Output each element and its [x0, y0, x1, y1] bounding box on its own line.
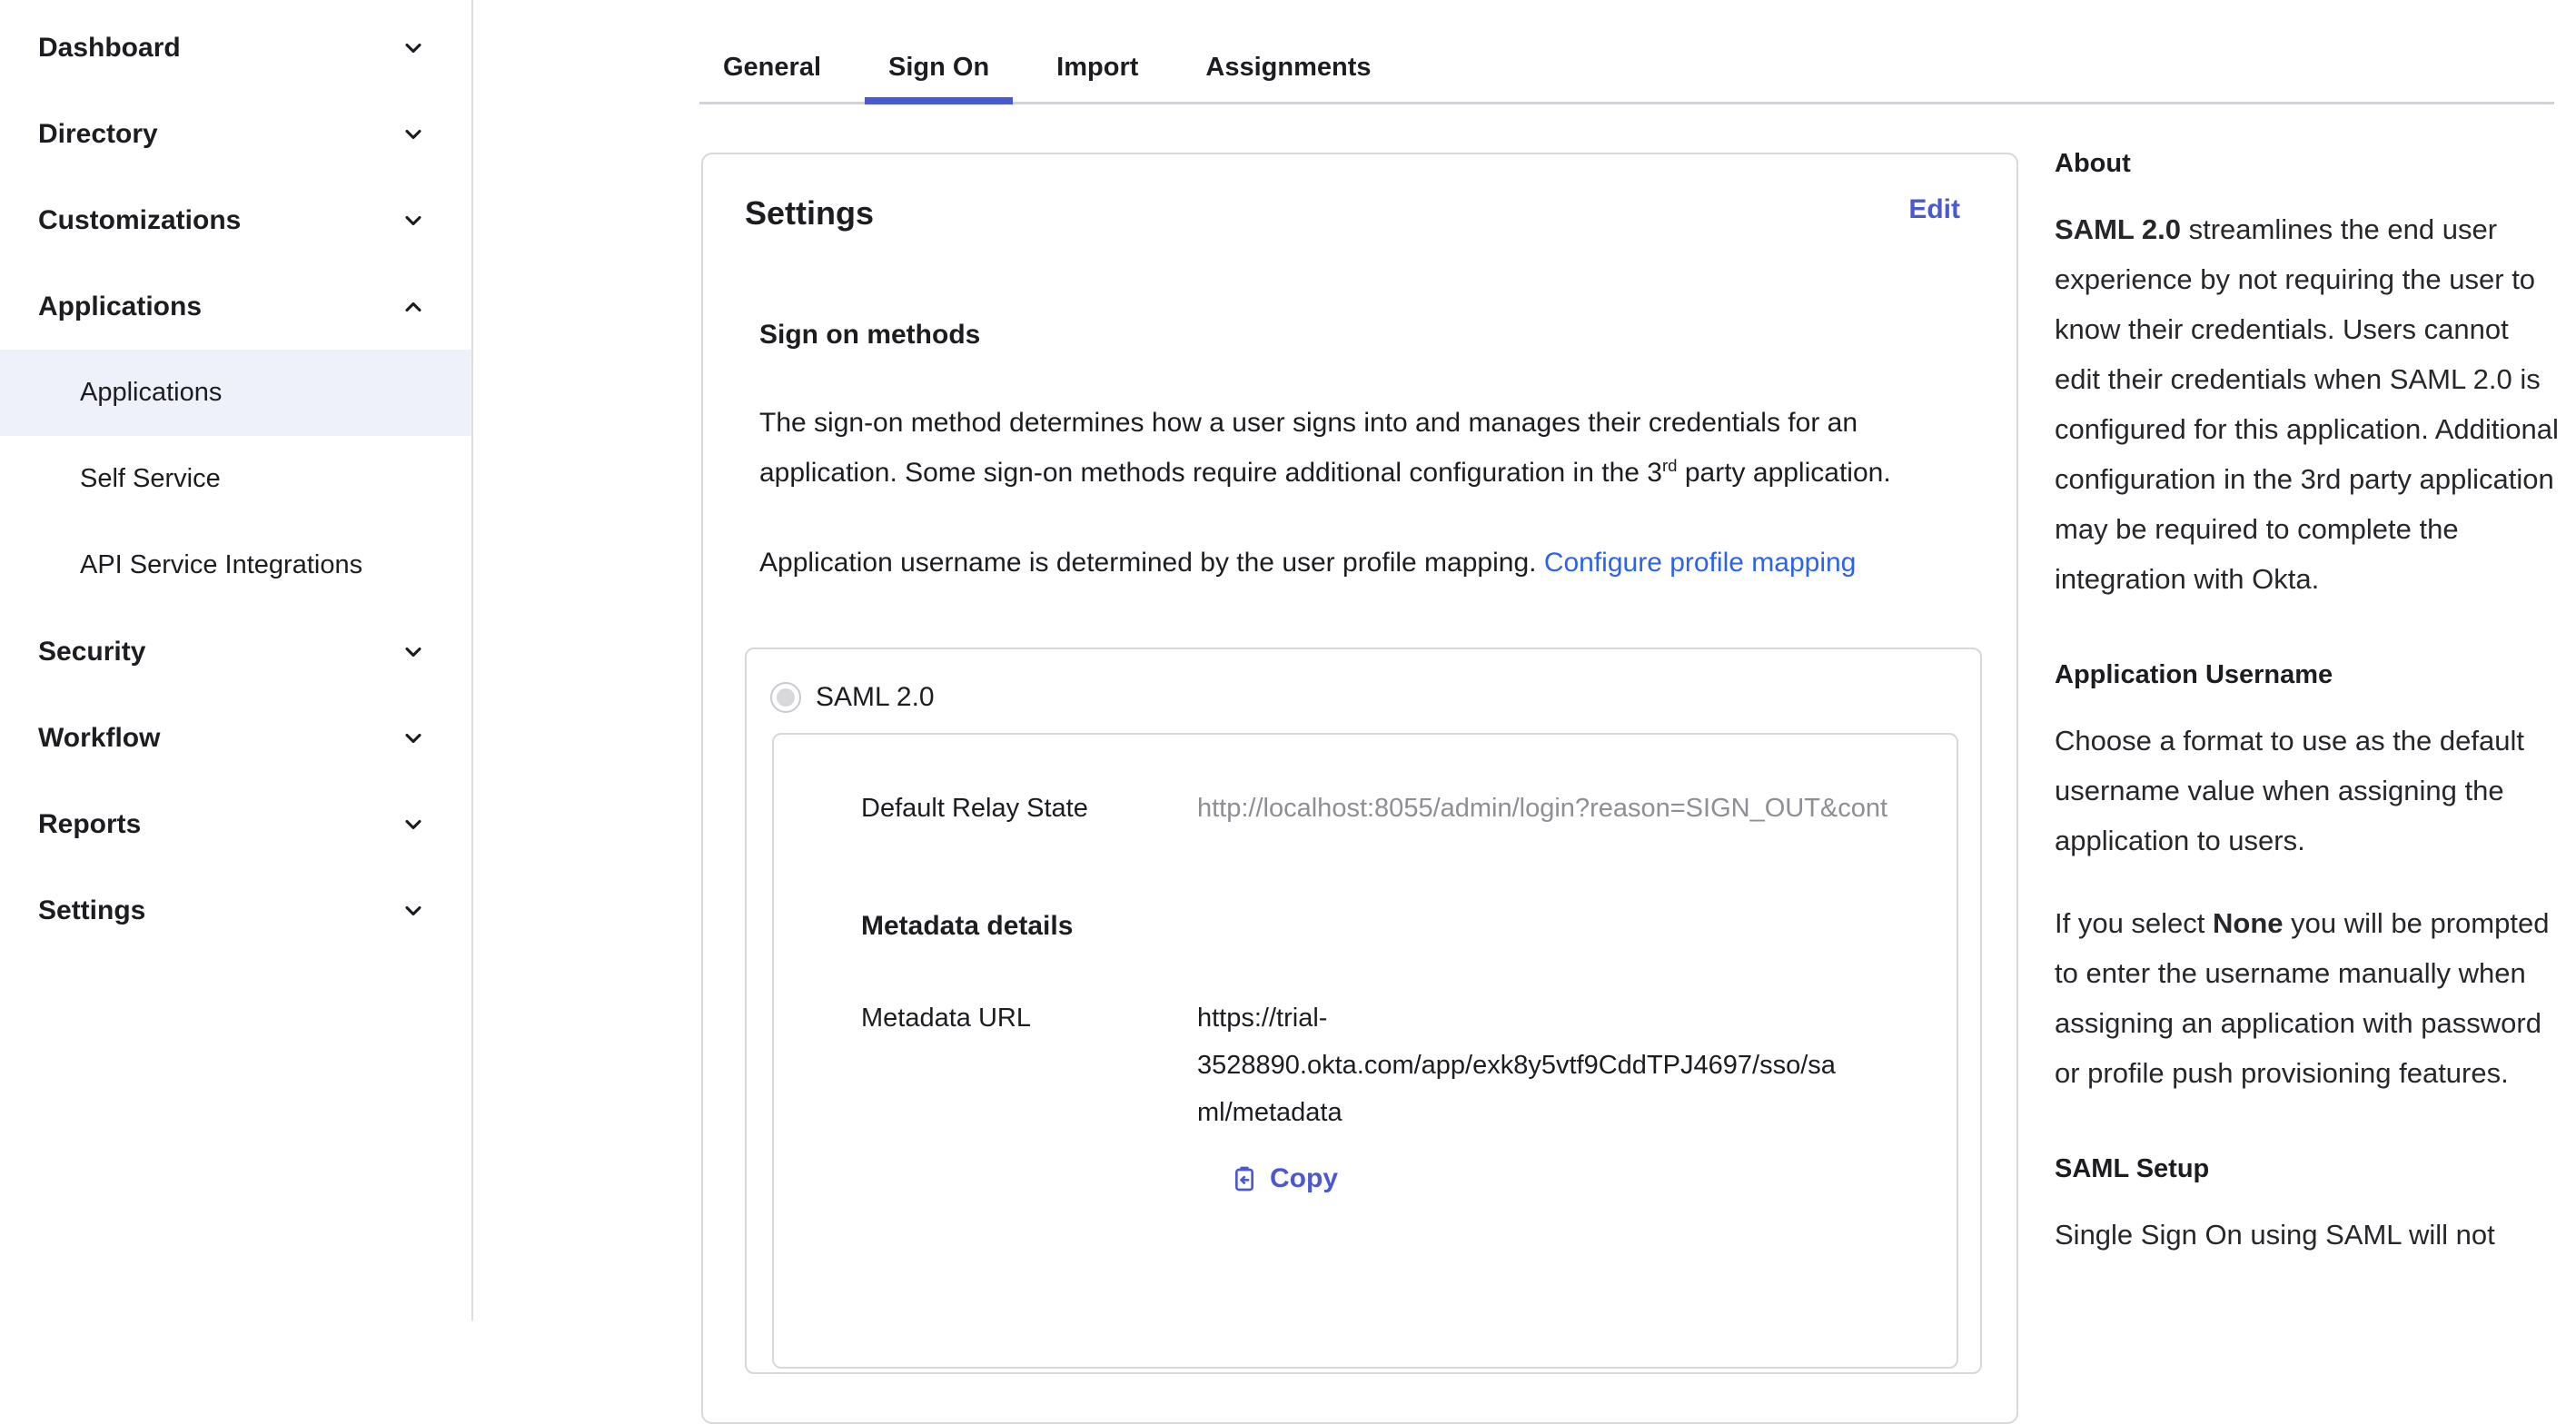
tab-assignments[interactable]: Assignments — [1182, 33, 1394, 102]
sidebar-item-label: Self Service — [80, 464, 426, 494]
sidebar-item-customizations[interactable] — [0, 177, 471, 263]
description-text-end: party application. — [1678, 458, 1891, 488]
about-saml-description — [2055, 204, 2561, 604]
chevron-down-icon — [401, 812, 426, 837]
application-username-description: Choose a format to use as the default username value when assigning the application to users. — [2055, 716, 2561, 865]
chevron-down-icon — [401, 726, 426, 751]
saml-radio-row — [747, 649, 1980, 713]
chevron-down-icon — [401, 208, 426, 233]
chevron-up-icon — [401, 294, 426, 320]
none-note-post: you will be prompted to enter the username manually when assigning an application with password or profile push provisioning features. — [2055, 907, 2549, 1089]
default-relay-state-value: http://localhost:8055/admin/login?reason=SIGN_OUT&cont — [1197, 789, 1911, 827]
settings-title: Settings — [745, 194, 874, 232]
sidebar-item-label: API Service Integrations — [80, 550, 426, 580]
edit-settings-link[interactable]: Edit — [1908, 194, 1960, 225]
configure-profile-mapping-link[interactable]: Configure profile mapping — [1544, 548, 1857, 578]
saml-option-panel — [745, 648, 1982, 1374]
sidebar-item-label: Directory — [38, 119, 401, 150]
sign-on-methods-description — [759, 398, 1960, 498]
chevron-down-icon — [401, 122, 426, 147]
tab-sign-on[interactable]: Sign On — [865, 33, 1013, 102]
description-superscript: rd — [1662, 456, 1678, 475]
copy-row-spacer — [861, 1163, 1197, 1194]
metadata-url-line: https://trial- — [1197, 994, 1836, 1042]
sidebar-item-label: Applications — [80, 378, 426, 408]
username-note-text: Application username is determined by the user profile mapping. — [759, 548, 1544, 578]
sidebar-item-label: Dashboard — [38, 33, 401, 64]
sidebar-item-label: Applications — [38, 292, 401, 322]
sidebar-item-settings[interactable] — [0, 867, 471, 954]
copy-metadata-url-button[interactable] — [1230, 1163, 1338, 1194]
saml-radio-label: SAML 2.0 — [816, 682, 935, 713]
sidebar-item-label: Workflow — [38, 723, 401, 754]
chevron-down-icon — [401, 35, 426, 61]
sidebar-subitem-self-service[interactable] — [0, 436, 471, 522]
copy-label: Copy — [1270, 1163, 1338, 1194]
saml-setup-description: Single Sign On using SAML will not — [2055, 1210, 2561, 1260]
about-saml-bold: SAML 2.0 — [2055, 213, 2181, 245]
metadata-details-heading: Metadata details — [861, 911, 1911, 942]
sidebar-subitem-applications[interactable] — [0, 350, 471, 436]
metadata-url-row — [861, 994, 1911, 1136]
sidebar-item-label: Reports — [38, 809, 401, 840]
sidebar-item-applications[interactable] — [0, 263, 471, 350]
metadata-url-value — [1197, 994, 1836, 1136]
clipboard-copy-icon — [1230, 1164, 1259, 1193]
chevron-down-icon — [401, 898, 426, 924]
none-bold: None — [2213, 907, 2284, 939]
sidebar-item-reports[interactable] — [0, 781, 471, 867]
sidebar-item-workflow[interactable] — [0, 695, 471, 781]
settings-card-header — [703, 154, 2016, 232]
settings-card — [701, 153, 2018, 1424]
sidebar-item-dashboard[interactable] — [0, 5, 471, 91]
metadata-url-line: 3528890.okta.com/app/exk8y5vtf9CddTPJ4697/sso/sa — [1197, 1042, 1836, 1089]
chevron-down-icon — [401, 639, 426, 665]
settings-card-body — [703, 320, 2016, 1374]
sign-on-methods-heading: Sign on methods — [759, 320, 1960, 351]
sidebar-item-label: Customizations — [38, 205, 401, 236]
about-saml-text: streamlines the end user experience by not requiring the user to know their credentials. Users cannot edit their credentials when SAML 2.0 is configured for this application. Additional configuration in the 3rd party application may be required to complete the integration with Okta. — [2055, 213, 2559, 595]
saml-radio-button[interactable] — [770, 682, 801, 713]
saml-details-panel — [772, 733, 1958, 1369]
sidebar-item-label: Settings — [38, 895, 401, 926]
tab-general[interactable]: General — [699, 33, 845, 102]
about-help-panel — [2055, 0, 2561, 1260]
copy-row — [861, 1163, 1911, 1194]
sidebar-item-security[interactable] — [0, 608, 471, 695]
username-mapping-note — [759, 538, 1960, 588]
sidebar-item-directory[interactable] — [0, 91, 471, 177]
about-heading: About — [2055, 149, 2561, 179]
metadata-url-line: ml/metadata — [1197, 1089, 1836, 1136]
left-nav-sidebar — [0, 0, 473, 1320]
sidebar-subitem-api-service-integrations[interactable] — [0, 522, 471, 608]
username-none-note — [2055, 898, 2561, 1098]
metadata-url-label: Metadata URL — [861, 994, 1197, 1136]
default-relay-state-row — [861, 789, 1911, 827]
default-relay-state-label: Default Relay State — [861, 789, 1197, 827]
tab-import[interactable]: Import — [1033, 33, 1162, 102]
sidebar-item-label: Security — [38, 637, 401, 668]
none-note-pre: If you select — [2055, 907, 2213, 939]
application-username-heading: Application Username — [2055, 660, 2561, 690]
description-text: The sign-on method determines how a user signs into and manages their credentials for an application. Some sign-on methods require additional configuration in the 3 — [759, 408, 1858, 488]
saml-setup-heading: SAML Setup — [2055, 1154, 2561, 1184]
